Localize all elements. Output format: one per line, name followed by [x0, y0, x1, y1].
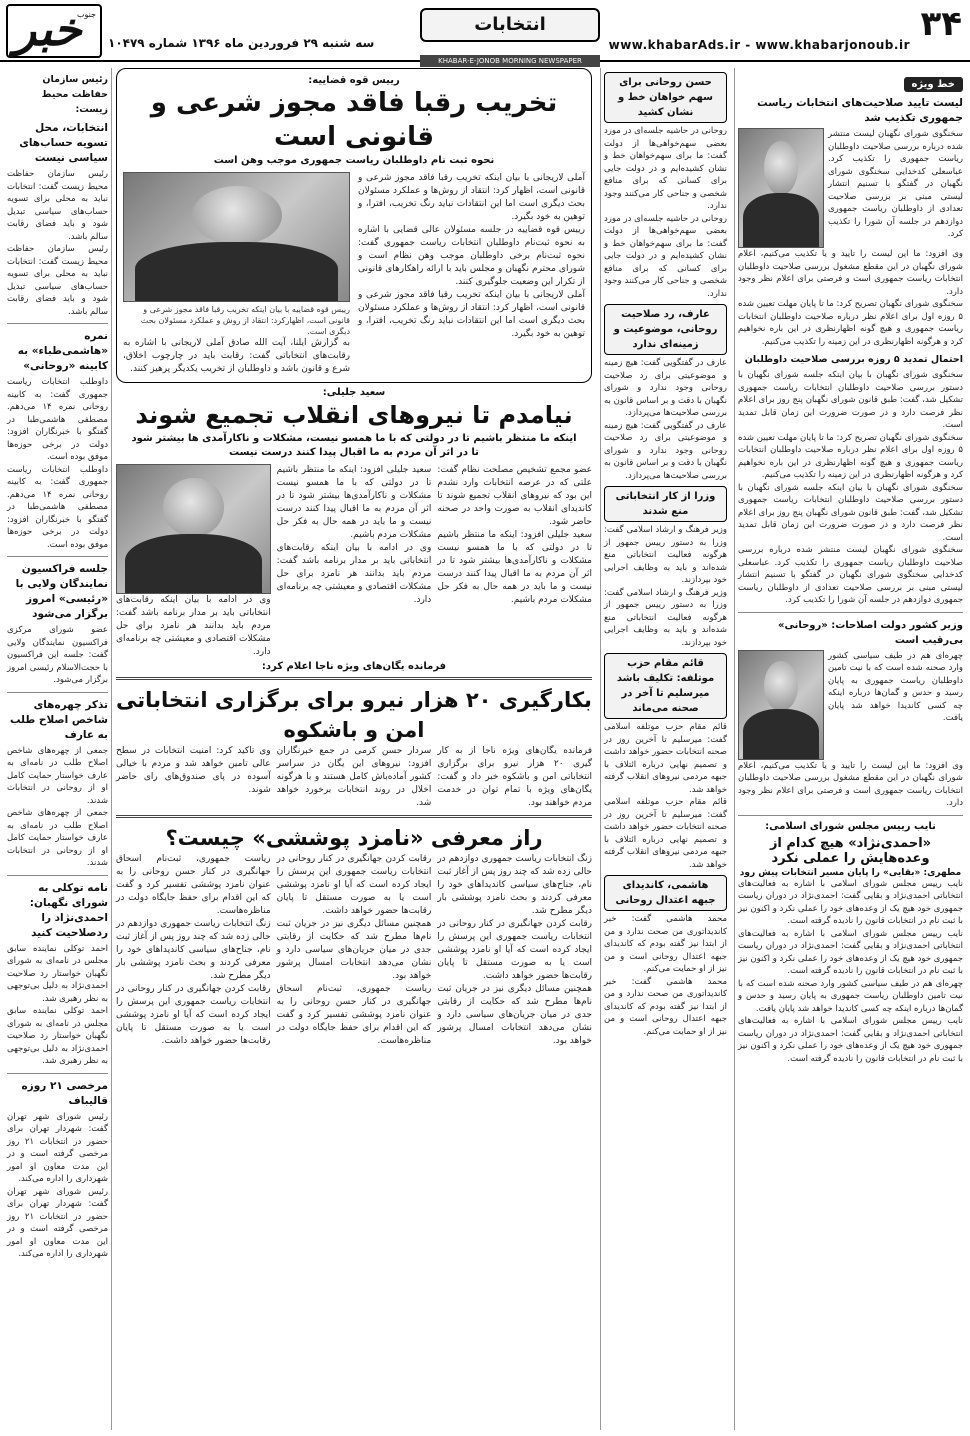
article-text: وزیر فرهنگ و ارشاد اسلامی گفت: وزرا به دستور رییس جمهور از هرگونه فعالیت انتخاباتی منع شده‌اند و باید به وظایف اجرایی خود بپردازند.: [604, 525, 727, 585]
article-text: همچنین مسائل دیگری نیز در جریان ثبت نام‌ها مطرح شد که حکایت از رقابتی جدی در میان جریان‌های سیاسی دارد و نشان می‌دهد انتخابات امسال پرشور خواهد بود.: [437, 984, 592, 1046]
article-text: آملی لاریجانی با بیان اینکه تخریب رقبا فاقد مجوز شرعی و قانونی است، اظهار کرد: انتقاد از روش‌ها و عملکرد مسئولان بحث دیگری است اما این انتقادات نباید رنگ تخریب، افترا، و توهین به خود بگیرد.: [358, 173, 585, 222]
article-text: وی در ادامه با بیان اینکه رقابت‌های انتخاباتی باید بر مدار برنامه باشد گفت: مردم باید بدانند هر نامزد برای حل مشکلات اقتصادی و معیشتی چه برنامه‌ای دارد.: [115, 595, 271, 657]
article-text: سعید جلیلی افزود: اینکه ما منتظر باشیم تا در دولتی که با ما همسو نیست مشکلات و ناکارآمدی‌ها بیشتر شود تا در اثر آن مردم به ما اقبال پیدا کنند درست نیست و ما باید در همه حال به فکر حل مشکلات مردم باشیم.: [437, 530, 592, 605]
larijani-photo: [123, 172, 350, 302]
headline-reformists: تذکر چهره‌های شاخص اصلاح طلب به عارف: [9, 698, 108, 741]
jalili-photo: [116, 464, 271, 594]
headline-police: بکارگیری ۲۰ هزار نیرو برای برگزاری انتخاباتی امن و باشکوه: [116, 688, 592, 742]
article-text: رییس قوه قضاییه در جلسه مسئولان عالی قضایی با اشاره به نحوه ثبت‌نام داوطلبان انتخابات ریاست جمهوری گفت: نحوه ثبت‌نام برخی داوطلبان موجب وهن نظام است و شورای محترم نگهبان و مجلس باید با ارائه راهکارهای قانونی از تکرار این وضعیت جلوگیری کنند.: [358, 225, 585, 287]
headline-aref: عارف، رد صلاحیت روحانی، موضوعیت و زمینه‌ای ندارد: [604, 304, 727, 355]
article-text: عارف در گفتگویی گفت: هیچ زمینه و موضوعیتی برای رد صلاحیت روحانی وجود ندارد و شورای نگهبان با دقت و بر اساس قانون به بررسی صلاحیت‌ها می‌پردازد.: [604, 420, 727, 481]
article-text: رئیس شورای شهر تهران گفت: شهردار تهران برای حضور در انتخابات ۲۱ روز مرخصی گرفته است و در این مدت معاون او امور شهرداری را اداره می‌کند.: [7, 1186, 108, 1259]
article-text: داوطلب انتخابات ریاست جمهوری گفت: به کابینه روحانی نمره ۱۴ می‌دهم. مصطفی هاشمی‌طبا در گفتگو با خبرنگاران افزود: دولت در برخی حوزه‌ها موفق بوده است.: [7, 377, 108, 462]
kicker: فرمانده یگان‌های ویژه ناجا اعلام کرد:: [261, 661, 447, 672]
article-text: فرمانده یگان‌های ویژه ناجا از به کار گیری ۲۰ هزار نیرو برای برگزاری انتخاباتی امن و باشکوه خبر داد و گفت: یگان‌های ویژه با تمام توان در خدمت مردم خواهند بود.: [437, 746, 592, 808]
issue-date: سه شنبه ۲۹ فروردین ماه ۱۳۹۶ شماره ۱۰۴۷۹: [108, 36, 375, 50]
middle-column: [112, 68, 596, 1430]
headline-rouhani: حسن روحانی برای سهم خواهان خط و نشان کشید: [604, 72, 727, 123]
subheadline: وزیر کشور دولت اصلاحات: «روحانی» بی‌رقیب است: [778, 619, 963, 646]
left-column: [4, 68, 112, 1430]
headline-faction: جلسه فراکسیون نمایندگان ولایی با «رئیسی» امروز برگزار می‌شود: [15, 563, 108, 620]
article-text: چهره‌ای هم در طیف سیاسی کشور وارد صحنه شده است که با نیت تامین داوطلبان ریاست جمهوری به پایان رسید و حدس و گمان‌ها درباره اینکه چه کسی کاندیدا خواهد شد پایان یافت.: [828, 650, 963, 723]
headline-ministers: وزرا از کار انتخاباتی منع شدند: [604, 486, 727, 522]
article-text: محمد هاشمی گفت: خبر کاندیداتوری من صحت ندارد و من از ابتدا نیز گفته بودم که کاندیدای جبهه اعتدال روحانی است و من نیز از او حمایت می‌کنم.: [604, 914, 727, 974]
subheadline: احتمال تمدید ۵ روزه بررسی صلاحیت داوطلبان: [744, 354, 963, 365]
headline-ghalibaf: مرخصی ۲۱ روزه قالیباف: [21, 1079, 108, 1107]
right-middle-column: [600, 68, 730, 1430]
kicker: نایب رییس مجلس شورای اسلامی:: [765, 820, 936, 832]
article-text: نایب رییس مجلس شورای اسلامی با اشاره به فعالیت‌های انتخاباتی احمدی‌نژاد و بقایی گفت: احمدی‌نژاد در دوران ریاست جمهوری خود هیچ یک از وعده‌های خود را عملی نکرد و اکنون نیز با ثبت نام در انتخابات قانون را نادیده گرفته است.: [738, 928, 963, 976]
article-text: جمعی از چهره‌های شاخص اصلاح طلب در نامه‌ای به عارف خواستار حمایت کامل او از روحانی در انتخابات شدند.: [7, 745, 108, 806]
deck: مطهری: «بقایی» را پایان مسیر انتخابات پیش رود: [739, 867, 962, 878]
kadkhodaei-photo: [738, 128, 824, 248]
article-text: زنگ انتخابات ریاست جمهوری دوازدهم در حالی زده شد که چند روز پس از آغاز ثبت نام، جناح‌های سیاسی کاندیداهای خود را معرفی کردند و بحث نامزد پوششی بار دیگر مطرح شد.: [115, 919, 271, 981]
article-text: وی در ادامه با بیان اینکه رقابت‌های انتخاباتی باید بر مدار برنامه باشد گفت: مردم باید بدانند هر نامزد برای حل مشکلات اقتصادی و معیشتی چه برنامه‌ای دارد.: [276, 543, 432, 605]
article-text: سخنگوی شورای نگهبان تصریح کرد: ما تا پایان مهلت تعیین شده ۵ روزه اول برای اعلام نظر درباره صلاحیت داوطلبان انتخابات ریاست جمهوری و هیچ گونه اظهارنظری در این باره نخواهیم کرد و هرگونه اظهارنظری در این زمینه را تکذیب می‌کنیم.: [738, 299, 963, 347]
article-text: سعید جلیلی افزود: اینکه ما منتظر باشیم تا در دولتی که با ما همسو نیست مشکلات و ناکارآمدی‌ها بیشتر شود تا در اثر آن مردم به ما اقبال پیدا کنند درست نیست و ما باید در همه حال به فکر حل مشکلات مردم باشیم.: [276, 465, 432, 540]
logo-text: خبر: [14, 2, 82, 56]
article-text: روحانی در حاشیه جلسه‌ای در مورد بعضی سهم‌خواهی‌ها از دولت گفت: ما برای سهم‌خواهان خط و نشان کشیده‌ایم و در دولت جایی برای کسانی که برای منافع شخصی و جناحی کار می‌کنند وجود ندارد.: [604, 126, 727, 211]
headline-list-denied: لیست تایید صلاحیت‌های انتخابات ریاست جمهوری تکذیب شد: [757, 97, 963, 124]
article-text: جمعی از چهره‌های شاخص اصلاح طلب در نامه‌ای به عارف خواستار حمایت کامل او از روحانی در انتخابات شدند.: [7, 808, 108, 868]
article-text: رئیس سازمان حفاظت محیط زیست گفت: انتخابات نباید به محلی برای تسویه حساب‌های سیاسی تبدیل شود و باید فضای رقابت سالم باشد.: [7, 169, 108, 242]
kicker: رئیس سازمان حفاظت محیط زیست:: [41, 74, 108, 115]
masthead: [0, 0, 970, 65]
article-text: سخنگوی شورای نگهبان لیست منتشر شده درباره بررسی صلاحیت داوطلبان ریاست جمهوری را تکذیب کرد. عباسعلی کدخدایی سخنگوی شورای نگهبان در گفتگو با تسنیم انتشار لیستی مبنی بر بررسی صلاحیت تعدادی از داوطلبان ریاست جمهوری دوازدهم در جلسه آن شورا را تکذیب کرد.: [738, 545, 963, 605]
deck: نحوه ثبت نام داوطلبان ریاست جمهوری موجب وهن است: [213, 155, 495, 166]
article-judiciary: [116, 68, 592, 383]
article-text: رئیس شورای شهر تهران گفت: شهردار تهران برای حضور در انتخابات ۲۱ روز مرخصی گرفته است و در این مدت معاون او امور شهرداری را اداره می‌کند.: [7, 1111, 108, 1184]
article-text: سخنگوی شورای نگهبان تصریح کرد: ما تا پایان مهلت تعیین شده ۵ روزه اول برای اعلام نظر درباره صلاحیت داوطلبان انتخابات ریاست جمهوری و هیچ گونه اظهارنظری در این باره نخواهیم کرد و هرگونه اظهارنظری در این زمینه را تکذیب می‌کنیم.: [738, 432, 963, 480]
article-text: ریاست جمهوری، ثبت‌نام اسحاق جهانگیری در کنار حسن روحانی را به عنوان نامزد پوششی تفسیر کرد و گفت که این اقدام برای حفظ جایگاه دولت در مناظره‌هاست.: [115, 854, 271, 916]
kicker: سعید جلیلی:: [322, 387, 386, 398]
photo-caption: رییس قوه قضاییه با بیان اینکه تخریب رقبا فاقد مجوز شرعی و قانونی است، اظهارکرد: انتقاد از روش و عملکرد مسئولان بحث دیگری است.: [140, 305, 350, 336]
headline-hashemitaba: نمره «هاشمی‌طباء» به کابینه «روحانی»: [17, 330, 108, 372]
article-text: احمد توکلی نماینده سابق مجلس در نامه‌ای به شورای نگهبان خواستار رد صلاحیت احمدی‌نژاد به دلیل بی‌توجهی به نظر رهبری شد.: [7, 943, 108, 1004]
article-text: سخنگوی شورای نگهبان با بیان اینکه جلسه شورای نگهبان با دستور بررسی صلاحیت داوطلبان انتخابات ریاست جمهوری تشکیل شد، گفت: طبق قانون شورای نگهبان پنج روز برای اعلام نظر فرصت دارد و در صورت ضرورت این زمان قابل تمدید است.: [738, 370, 963, 430]
article-text: نایب رییس مجلس شورای اسلامی با اشاره به فعالیت‌های انتخاباتی احمدی‌نژاد و بقایی گفت: احمدی‌نژاد در دوران ریاست جمهوری خود هیچ یک از وعده‌های خود را عملی نکرد و اکنون نیز با ثبت نام در انتخابات قانون را نادیده گرفته است.: [738, 1016, 963, 1064]
article-text: سخنگوی شورای نگهبان با بیان اینکه جلسه شورای نگهبان با دستور بررسی صلاحیت داوطلبان انتخابات ریاست جمهوری تشکیل شد، گفت: طبق قانون شورای نگهبان پنج روز برای اعلام نظر فرصت دارد و در صورت ضرورت این زمان قابل تمدید است.: [738, 482, 963, 543]
headline-tavakoli: نامه توکلی به شورای نگهبان: احمدی‌نژاد را ردصلاحیت کنید: [29, 881, 108, 939]
article-text: ریاست جمهوری، ثبت‌نام اسحاق جهانگیری در کنار حسن روحانی را به عنوان نامزد پوششی تفسیر کرد و گفت که این اقدام برای حفظ جایگاه دولت در مناظره‌هاست.: [276, 984, 432, 1046]
page-number: ۳۴: [920, 4, 962, 44]
article-text: چهره‌ای هم در طیف سیاسی کشور وارد صحنه شده است که با نیت تامین داوطلبان ریاست جمهوری به پایان رسید و حدس و گمان‌ها درباره اینکه چه کسی کاندیدا خواهد شد پایان یافت.: [738, 978, 963, 1014]
headline-ahmadinejad: «احمدی‌نژاد» هیچ کدام از وعده‌هایش را عملی نکرد: [769, 835, 932, 866]
article-text: وی تاکید کرد: امنیت انتخابات در سطح عالی تامین خواهد شد و مردم با خیالی آسوده در پای صندوق‌های رای حاضر شوند.: [115, 746, 271, 795]
article-text: رقابت کردن جهانگیری در کنار روحانی در انتخابات ریاست جمهوری این پرسش را ایجاد کرده است که آیا او نامزد پوششی است یا به صورت مستقل تا پایان رقابت‌ها حضور خواهد داشت.: [276, 854, 432, 916]
article-text: وزیر فرهنگ و ارشاد اسلامی گفت: وزرا به دستور رییس جمهور از هرگونه فعالیت انتخاباتی منع شده‌اند و باید به وظایف اجرایی خود بپردازند.: [604, 587, 727, 648]
special-line-badge: خط ویژه: [904, 77, 964, 92]
article-text: روحانی در حاشیه جلسه‌ای در مورد بعضی سهم‌خواهی‌ها از دولت گفت: ما برای سهم‌خواهان خط و نشان کشیده‌ایم و در دولت جایی برای کسانی که برای منافع شخصی و جناحی کار می‌کنند وجود ندارد.: [604, 213, 727, 299]
website-urls[interactable]: www.khabarAds.ir - www.khabarjonoub.ir: [608, 38, 910, 52]
kicker: رییس قوه قضاییه:: [308, 75, 400, 86]
article-text: رقابت کردن جهانگیری در کنار روحانی در انتخابات ریاست جمهوری این پرسش را ایجاد کرده است که آیا او نامزد پوششی است یا به صورت مستقل تا پایان رقابت‌ها حضور خواهد داشت.: [115, 984, 271, 1046]
headline-judiciary: تخریب رقبا فاقد مجوز شرعی و قانونی است: [150, 88, 558, 152]
article-text: محمد هاشمی گفت: خبر کاندیداتوری من صحت ندارد و من از ابتدا نیز گفته بودم که کاندیدای جبهه اعتدال روحانی است و من نیز از او حمایت می‌کنم.: [604, 976, 727, 1037]
article-text: آملی لاریجانی با بیان اینکه تخریب رقبا فاقد مجوز شرعی و قانونی است، اظهار کرد: انتقاد از روش‌ها و عملکرد مسئولان بحث دیگری است اما این انتقادات نباید رنگ تخریب، افترا، و توهین به خود بگیرد.: [358, 290, 585, 339]
article-text: قائم مقام حزب موتلفه اسلامی گفت: میرسلیم تا آخرین روز در صحنه انتخابات حضور خواهد داشت و تصمیم نهایی درباره ائتلاف با جبهه مردمی نیروهای انقلاب گرفته خواهد شد.: [604, 722, 727, 795]
article-text: وی افزود: ما این لیست را تایید و یا تکذیب می‌کنیم، اعلام شورای نگهبان در این مقطع مشغول بررسی صلاحیت داوطلبان انتخابات ریاست جمهوری است و فرصتی برای اعلام نظر وجود دارد.: [738, 249, 963, 297]
article-text: سردار حسن کرمی در جمع خبرنگاران افزود: نیروهای این یگان در سراسر کشور آماده‌باش کامل هستند و با هرگونه اخلال در روند انتخابات برخورد خواهد شد.: [276, 746, 432, 808]
article-jalili: [116, 387, 592, 672]
article-cover-candidate: [116, 823, 592, 1048]
article-text: وی افزود: ما این لیست را تایید و یا تکذیب می‌کنیم، اعلام شورای نگهبان در این مقطع مشغول بررسی صلاحیت داوطلبان انتخابات ریاست جمهوری است و فرصتی برای اعلام نظر وجود دارد.: [738, 760, 963, 808]
newspaper-logo: [6, 4, 102, 58]
article-text: سخنگوی شورای نگهبان لیست منتشر شده درباره بررسی صلاحیت داوطلبان ریاست جمهوری را تکذیب کرد. عباسعلی کدخدایی سخنگوی شورای نگهبان در گفتگو با تسنیم انتشار لیستی مبنی بر بررسی صلاحیت تعدادی از داوطلبان ریاست جمهوری دوازدهم در جلسه آن شورا را تکذیب کرد.: [828, 129, 963, 239]
article-police: [116, 685, 592, 810]
deck: اینکه ما منتظر باشیم تا در دولتی که با ما همسو نیست، مشکلات و ناکارآمدی ها بیشتر شود: [131, 433, 577, 444]
logo-subtext: جنوب: [76, 10, 96, 19]
article-text: عارف در گفتگویی گفت: هیچ زمینه و موضوعیتی برای رد صلاحیت روحانی وجود ندارد و شورای نگهبان با دقت و بر اساس قانون به بررسی صلاحیت‌ها می‌پردازد.: [604, 358, 727, 418]
article-text: زنگ انتخابات ریاست جمهوری دوازدهم در حالی زده شد که چند روز پس از آغاز ثبت نام، جناح‌های سیاسی کاندیداهای خود را معرفی کردند و بحث نامزد پوششی بار دیگر مطرح شد.: [437, 854, 592, 916]
article-text: به گزارش ایلنا، آیت الله صادق آملی لاریجانی با اشاره به رقابت‌های انتخاباتی گفت: رقابت باید در چارچوب اخلاق، شرع و قانون باشد و داوطلبان از تخریب یکدیگر پرهیز کنند.: [123, 338, 350, 374]
article-text: رئیس سازمان حفاظت محیط زیست گفت: انتخابات نباید به محلی برای تسویه حساب‌های سیاسی تبدیل شود و باید فضای رقابت سالم باشد.: [7, 244, 108, 317]
headline-hashemi: هاشمی، کاندیدای جبهه اعتدال روحانی: [604, 875, 727, 911]
article-text: عضو شورای مرکزی فراکسیون نمایندگان ولایی گفت: جلسه این فراکسیون با حجت‌الاسلام رئیسی امروز برگزار می‌شود.: [7, 625, 108, 685]
headline-environment: انتخابات، محل تسویه حساب‌های سیاسی نیست: [19, 122, 108, 164]
english-strip: KHABAR-E-JONOB MORNING NEWSPAPER: [420, 55, 600, 67]
headline-motalefeh: قائم مقام حزب موتلفه: تکلیف باشد میرسلیم تا آخر در صحنه می‌ماند: [604, 653, 727, 719]
article-text: نایب رییس مجلس شورای اسلامی با اشاره به فعالیت‌های انتخاباتی احمدی‌نژاد و بقایی گفت: احمدی‌نژاد در دوران ریاست جمهوری خود هیچ یک از وعده‌های خود را عملی نکرد و اکنون نیز با ثبت نام در انتخابات قانون را نادیده گرفته است.: [738, 878, 963, 926]
article-text: عضو مجمع تشخیص مصلحت نظام گفت: علتی که در عرصه انتخابات وارد نشدم این بود که نیروهای انقلاب تجمیع شوند تا کاندیدای انقلاب به صورت واحد در صحنه حاضر شود.: [437, 465, 592, 527]
mousavi-lari-photo: [738, 650, 824, 760]
article-text: همچنین مسائل دیگری نیز در جریان ثبت نام‌ها مطرح شد که حکایت از رقابتی جدی در میان جریان‌های سیاسی دارد و نشان می‌دهد انتخابات امسال پرشور خواهد بود.: [276, 919, 432, 981]
headline-jalili: نیامدم تا نیروهای انقلاب تجمیع شوند: [135, 401, 573, 429]
article-text: قائم مقام حزب موتلفه اسلامی گفت: میرسلیم تا آخرین روز در صحنه انتخابات حضور خواهد داشت و تصمیم نهایی درباره ائتلاف با جبهه مردمی نیروهای انقلاب گرفته خواهد شد.: [604, 797, 727, 870]
right-column: [734, 68, 966, 1430]
article-text: احمد توکلی نماینده سابق مجلس در نامه‌ای به شورای نگهبان خواستار رد صلاحیت احمدی‌نژاد به دلیل بی‌توجهی به نظر رهبری شد.: [7, 1006, 108, 1066]
article-text: داوطلب انتخابات ریاست جمهوری گفت: به کابینه روحانی نمره ۱۴ می‌دهم. مصطفی هاشمی‌طبا در گفتگو با خبرنگاران افزود: دولت در برخی حوزه‌ها موفق بوده است.: [7, 464, 108, 550]
deck: تا در اثر آن مردم به ما اقبال پیدا کنند درست نیست: [229, 447, 479, 458]
article-text: رقابت کردن جهانگیری در کنار روحانی در انتخابات ریاست جمهوری این پرسش را ایجاد کرده است که آیا او نامزد پوششی است یا به صورت مستقل تا پایان رقابت‌ها حضور خواهد داشت.: [437, 919, 592, 981]
headline-cover-candidate: راز معرفی «نامزد پوششی» چیست؟: [165, 826, 543, 850]
section-title: انتخابات: [420, 8, 600, 42]
